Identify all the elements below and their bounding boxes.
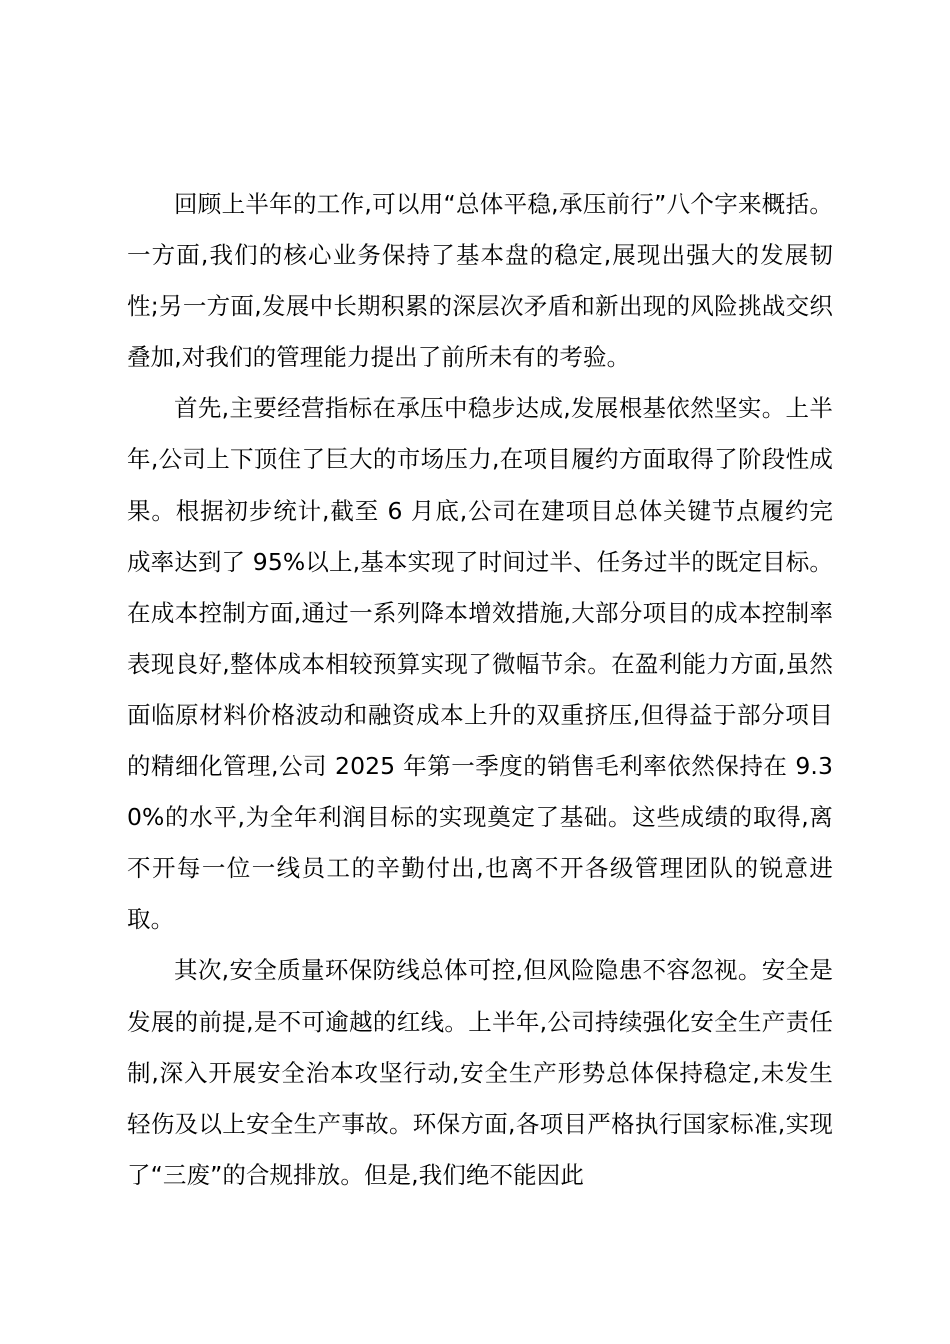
paragraph-operating-indicators: 首先,主要经营指标在承压中稳步达成,发展根基依然坚实。上半年,公司上下顶住了巨大的市场压力,在项目履约方面取得了阶段性成果。根据初步统计,截至 6 月底,公司在建项目总体关键节点履约完成率达到了 95%以上,基本实现了时间过半、任务过半的既定目标。在成本控制方面,通过一系列降本增效措施,大部分项目的成本控制率表现良好,整体成本相较预算实现了微幅节余。在盈利能力方面,虽然面临原材料价格波动和融资成本上升的双重挤压,但得益于部分项目的精细化管理,公司 2025 年第一季度的销售毛利率依然保持在 9.30%的水平,为全年利润目标的实现奠定了基础。这些成绩的取得,离不开每一位一线员工的辛勤付出,也离不开各级管理团队的锐意进取。 — [127, 394, 833, 934]
paragraph-overview: 回顾上半年的工作,可以用“总体平稳,承压前行”八个字来概括。一方面,我们的核心业务保持了基本盘的稳定,展现出强大的发展韧性;另一方面,发展中长期积累的深层次矛盾和新出现的风险挑战交织叠加,对我们的管理能力提出了前所未有的考验。 — [127, 190, 833, 372]
paragraph-safety-quality: 其次,安全质量环保防线总体可控,但风险隐患不容忽视。安全是发展的前提,是不可逾越的红线。上半年,公司持续强化安全生产责任制,深入开展安全治本攻坚行动,安全生产形势总体保持稳定,未发生轻伤及以上安全生产事故。环保方面,各项目严格执行国家标准,实现了“三废”的合规排放。但是,我们绝不能因此 — [127, 956, 833, 1189]
document-body — [127, 179, 833, 1201]
